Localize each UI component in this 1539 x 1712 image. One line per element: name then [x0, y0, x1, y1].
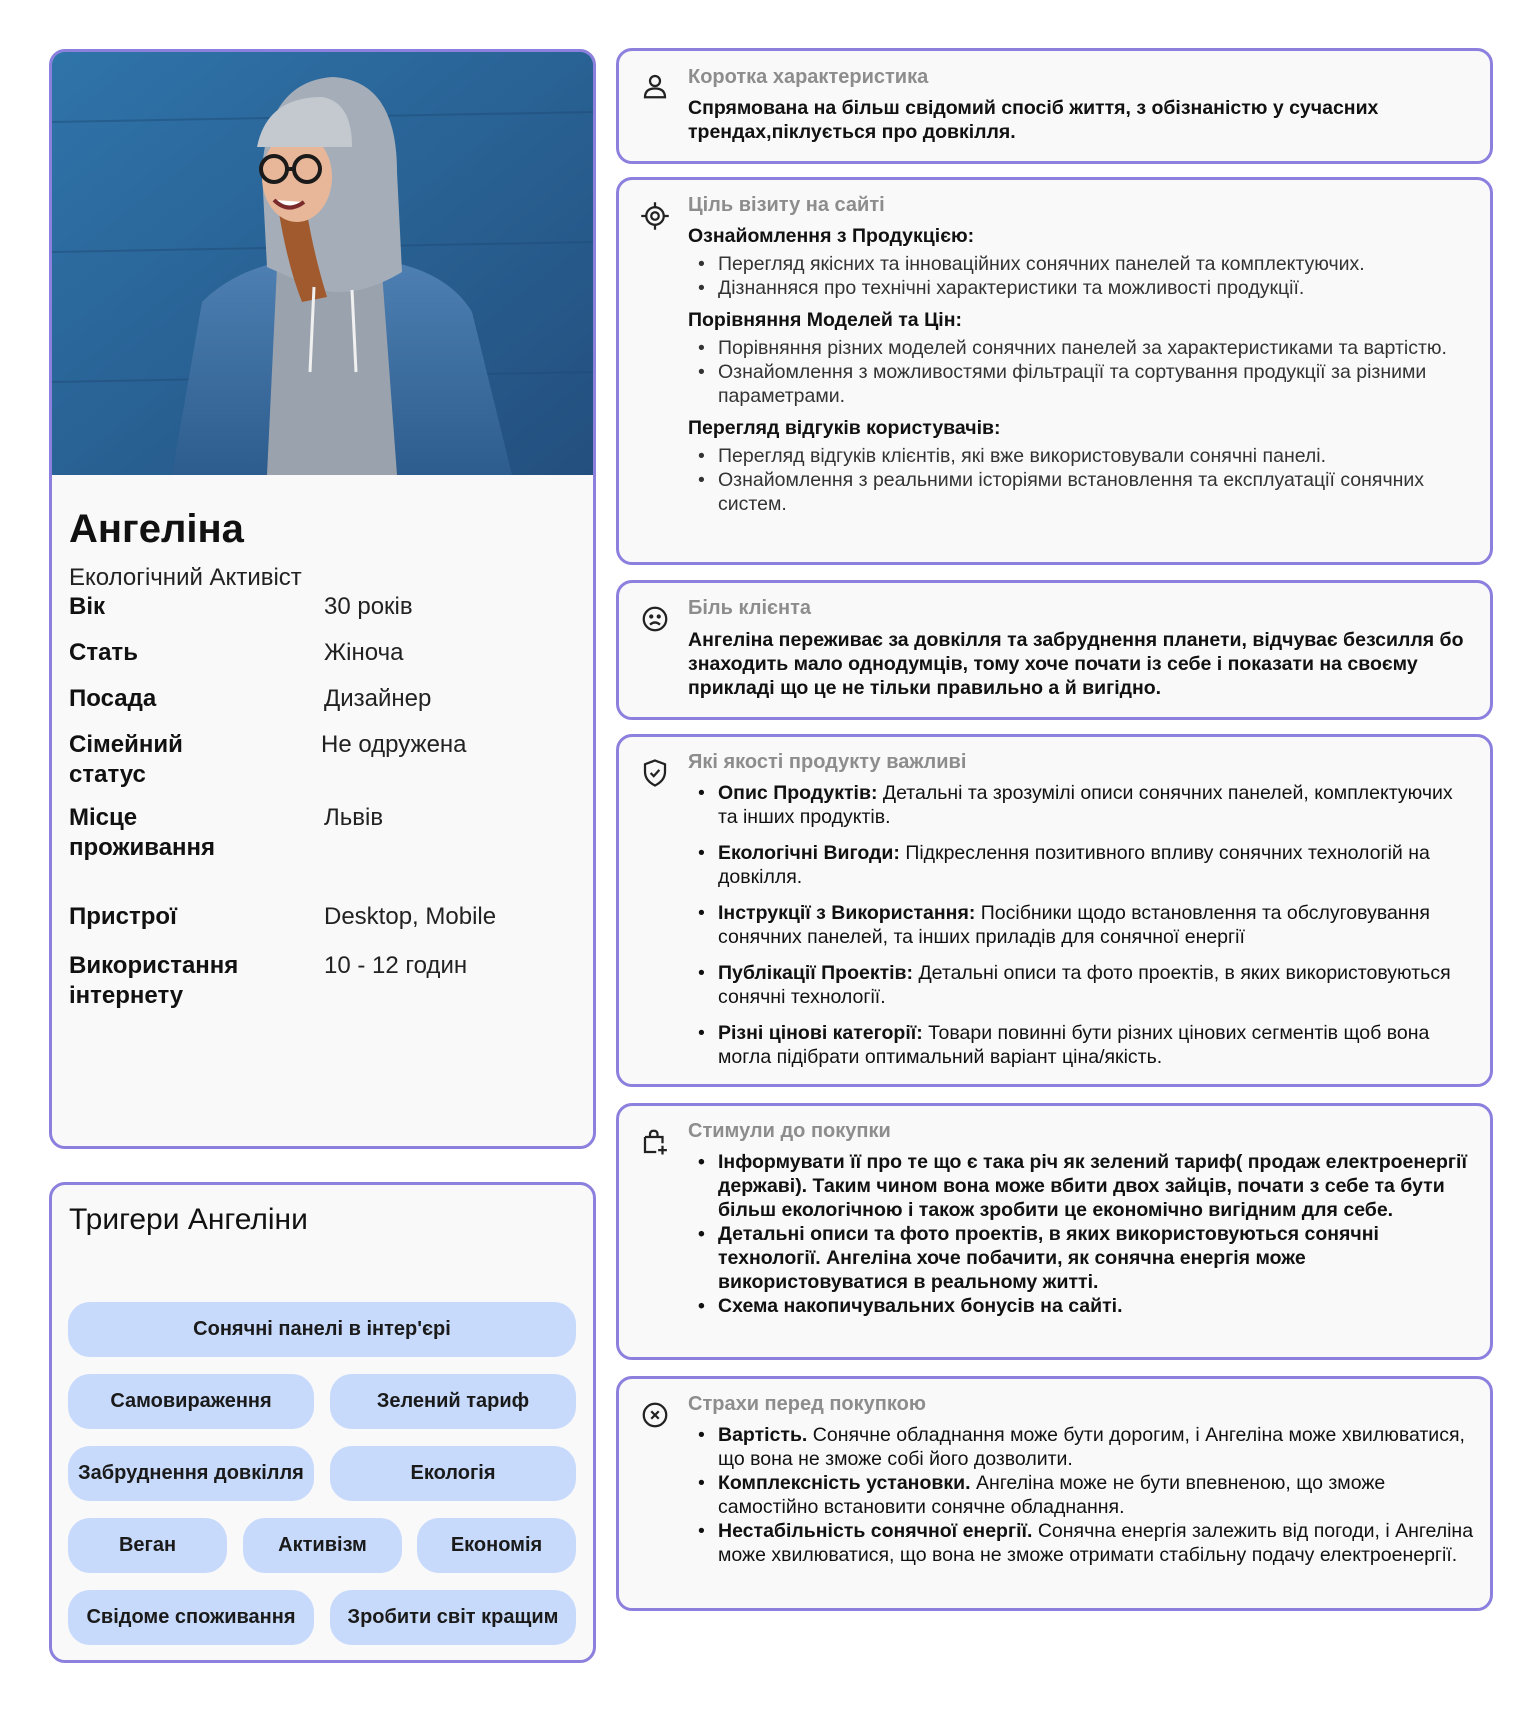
attr-key-devices: Пристрої — [69, 903, 177, 930]
list-item: • Публікації Проектів: Детальні описи та фото проектів, в яких використовуються сонячні технології. — [688, 961, 1474, 1009]
shopping-bag-plus-icon — [640, 1127, 670, 1157]
attr-value-residence: Львів — [324, 804, 384, 831]
attr-value-marital: Не одружена — [321, 731, 467, 758]
attr-key-marital: Сімейний статус — [69, 731, 183, 788]
goal-section-title: Порівняння Моделей та Цін: — [688, 309, 962, 331]
list-item: • Ознайомлення з можливостями фільтрації та сортування продукції за різними параметрами. — [688, 360, 1474, 408]
qualities-label: Які якості продукту важливі — [688, 751, 967, 773]
list-item: • Дізнанняся про технічні характеристики та можливості продукції. — [688, 276, 1474, 300]
list-item: • Різні цінові категорії: Товари повинні бути різних цінових сегментів щоб вона могла підібрати оптимальний варіант ціна/якість. — [688, 1021, 1474, 1069]
goal-label: Ціль візиту на сайті — [688, 194, 885, 216]
stimuli-body — [688, 1150, 1474, 1326]
stimuli-label: Стимули до покупки — [688, 1120, 891, 1142]
attr-value-devices: Desktop, Mobile — [324, 903, 497, 930]
goal-body — [688, 224, 1474, 524]
persona-name: Ангеліна — [69, 507, 244, 551]
list-item: • Інформувати її про те що є така річ як зелений тариф( продаж електроенергії державі). Таким чином вона може вбити двох зайців, почати з себе та бути більш екологічною і також зробити це економічно вигідним для себе. — [688, 1150, 1474, 1222]
list-item: • Детальні описи та фото проектів, в яких використовуються сонячні технології. Ангеліна хоче побачити, як сонячна енергія може використовуватися в реальному житті. — [688, 1222, 1474, 1294]
list-item: • Перегляд якісних та інноваційних сонячних панелей та комплектуючих. — [688, 252, 1474, 276]
close-circle-icon — [640, 1400, 670, 1430]
trigger-chip: Активізм — [243, 1518, 402, 1573]
attr-key-position: Посада — [69, 685, 157, 712]
trigger-chip: Сонячні панелі в інтер'єрі — [68, 1302, 576, 1357]
list-item: • Комплексність установки. Ангеліна може не бути впевненою, що зможе самостійно встановити сонячне обладнання. — [688, 1471, 1474, 1519]
triggers-card — [49, 1182, 596, 1663]
list-item: • Екологічні Вигоди: Підкреслення позитивного впливу сонячних технологій на довкілля. — [688, 841, 1474, 889]
list-item: • Опис Продуктів: Детальні та зрозумілі описи сонячних панелей, комплектуючих та інших продуктів. — [688, 781, 1474, 829]
goal-section-title: Ознайомлення з Продукцією: — [688, 225, 975, 247]
trigger-chip: Економія — [417, 1518, 576, 1573]
fears-body — [688, 1423, 1474, 1575]
list-item: • Перегляд відгуків клієнтів, які вже використовували сонячні панелі. — [688, 444, 1474, 468]
attr-value-position: Дизайнер — [324, 685, 432, 712]
attr-key-age: Вік — [69, 593, 106, 620]
attr-value-age: 30 років — [324, 593, 413, 620]
trigger-chip: Забруднення довкілля — [68, 1446, 314, 1501]
fears-label: Страхи перед покупкою — [688, 1393, 926, 1415]
attr-value-gender: Жіноча — [324, 639, 404, 666]
target-icon — [640, 201, 670, 231]
trigger-chip: Самовираження — [68, 1374, 314, 1429]
goal-section-title: Перегляд відгуків користувачів: — [688, 417, 1001, 439]
triggers-title: Тригери Ангеліни — [69, 1203, 308, 1236]
trigger-chip: Зробити світ кращим — [330, 1590, 576, 1645]
goal-card — [616, 177, 1493, 565]
trigger-chip: Свідоме споживання — [68, 1590, 314, 1645]
trigger-chip: Зелений тариф — [330, 1374, 576, 1429]
sad-face-icon — [640, 604, 670, 634]
list-item: • Нестабільність сонячної енергії. Сонячна енергія залежить від погоди, і Ангеліна може хвилюватися, що вона не зможе отримати стабільну подачу електроенергії. — [688, 1519, 1474, 1567]
profile-photo — [52, 52, 593, 475]
fears-card — [616, 1376, 1493, 1611]
persona-role: Екологічний Активіст — [69, 564, 302, 591]
pain-card — [616, 580, 1493, 720]
list-item: • Порівняння різних моделей сонячних панелей за характеристиками та вартістю. — [688, 336, 1474, 360]
user-icon — [640, 71, 670, 101]
qualities-body — [688, 781, 1474, 1081]
list-item: • Схема накопичувальних бонусів на сайті. — [688, 1294, 1474, 1318]
pain-text: Ангеліна переживає за довкілля та забруднення планети, відчуває безсилля бо знаходить мало однодумців, тому хоче почати із себе і показати на своєму прикладі що це не тільки правильно а й вигідно. — [688, 629, 1464, 699]
profile-card — [49, 49, 596, 1149]
attr-value-internet: 10 - 12 годин — [324, 952, 468, 979]
attr-key-gender: Стать — [69, 639, 138, 666]
summary-text: Спрямована на більш свідомий спосіб життя, з обізнаністю у сучасних трендах,піклується про довкілля. — [688, 97, 1379, 143]
list-item: • Інструкції з Використання: Посібники щодо встановлення та обслуговування сонячних панелей, та інших приладів для сонячної енергії — [688, 901, 1474, 949]
attr-key-residence: Місце проживання — [69, 804, 216, 861]
attr-key-internet: Використання інтернету — [69, 952, 239, 1009]
qualities-card — [616, 734, 1493, 1087]
stimuli-card — [616, 1103, 1493, 1360]
list-item: • Ознайомлення з реальними історіями встановлення та експлуатації сонячних систем. — [688, 468, 1474, 516]
list-item: • Вартість. Сонячне обладнання може бути дорогим, і Ангеліна може хвилюватися, що вона не зможе собі його дозволити. — [688, 1423, 1474, 1471]
summary-label: Коротка характеристика — [688, 66, 929, 88]
trigger-chip: Екологія — [330, 1446, 576, 1501]
summary-card — [616, 48, 1493, 164]
shield-check-icon — [640, 758, 670, 788]
trigger-chip: Веган — [68, 1518, 227, 1573]
pain-label: Біль клієнта — [688, 597, 812, 619]
